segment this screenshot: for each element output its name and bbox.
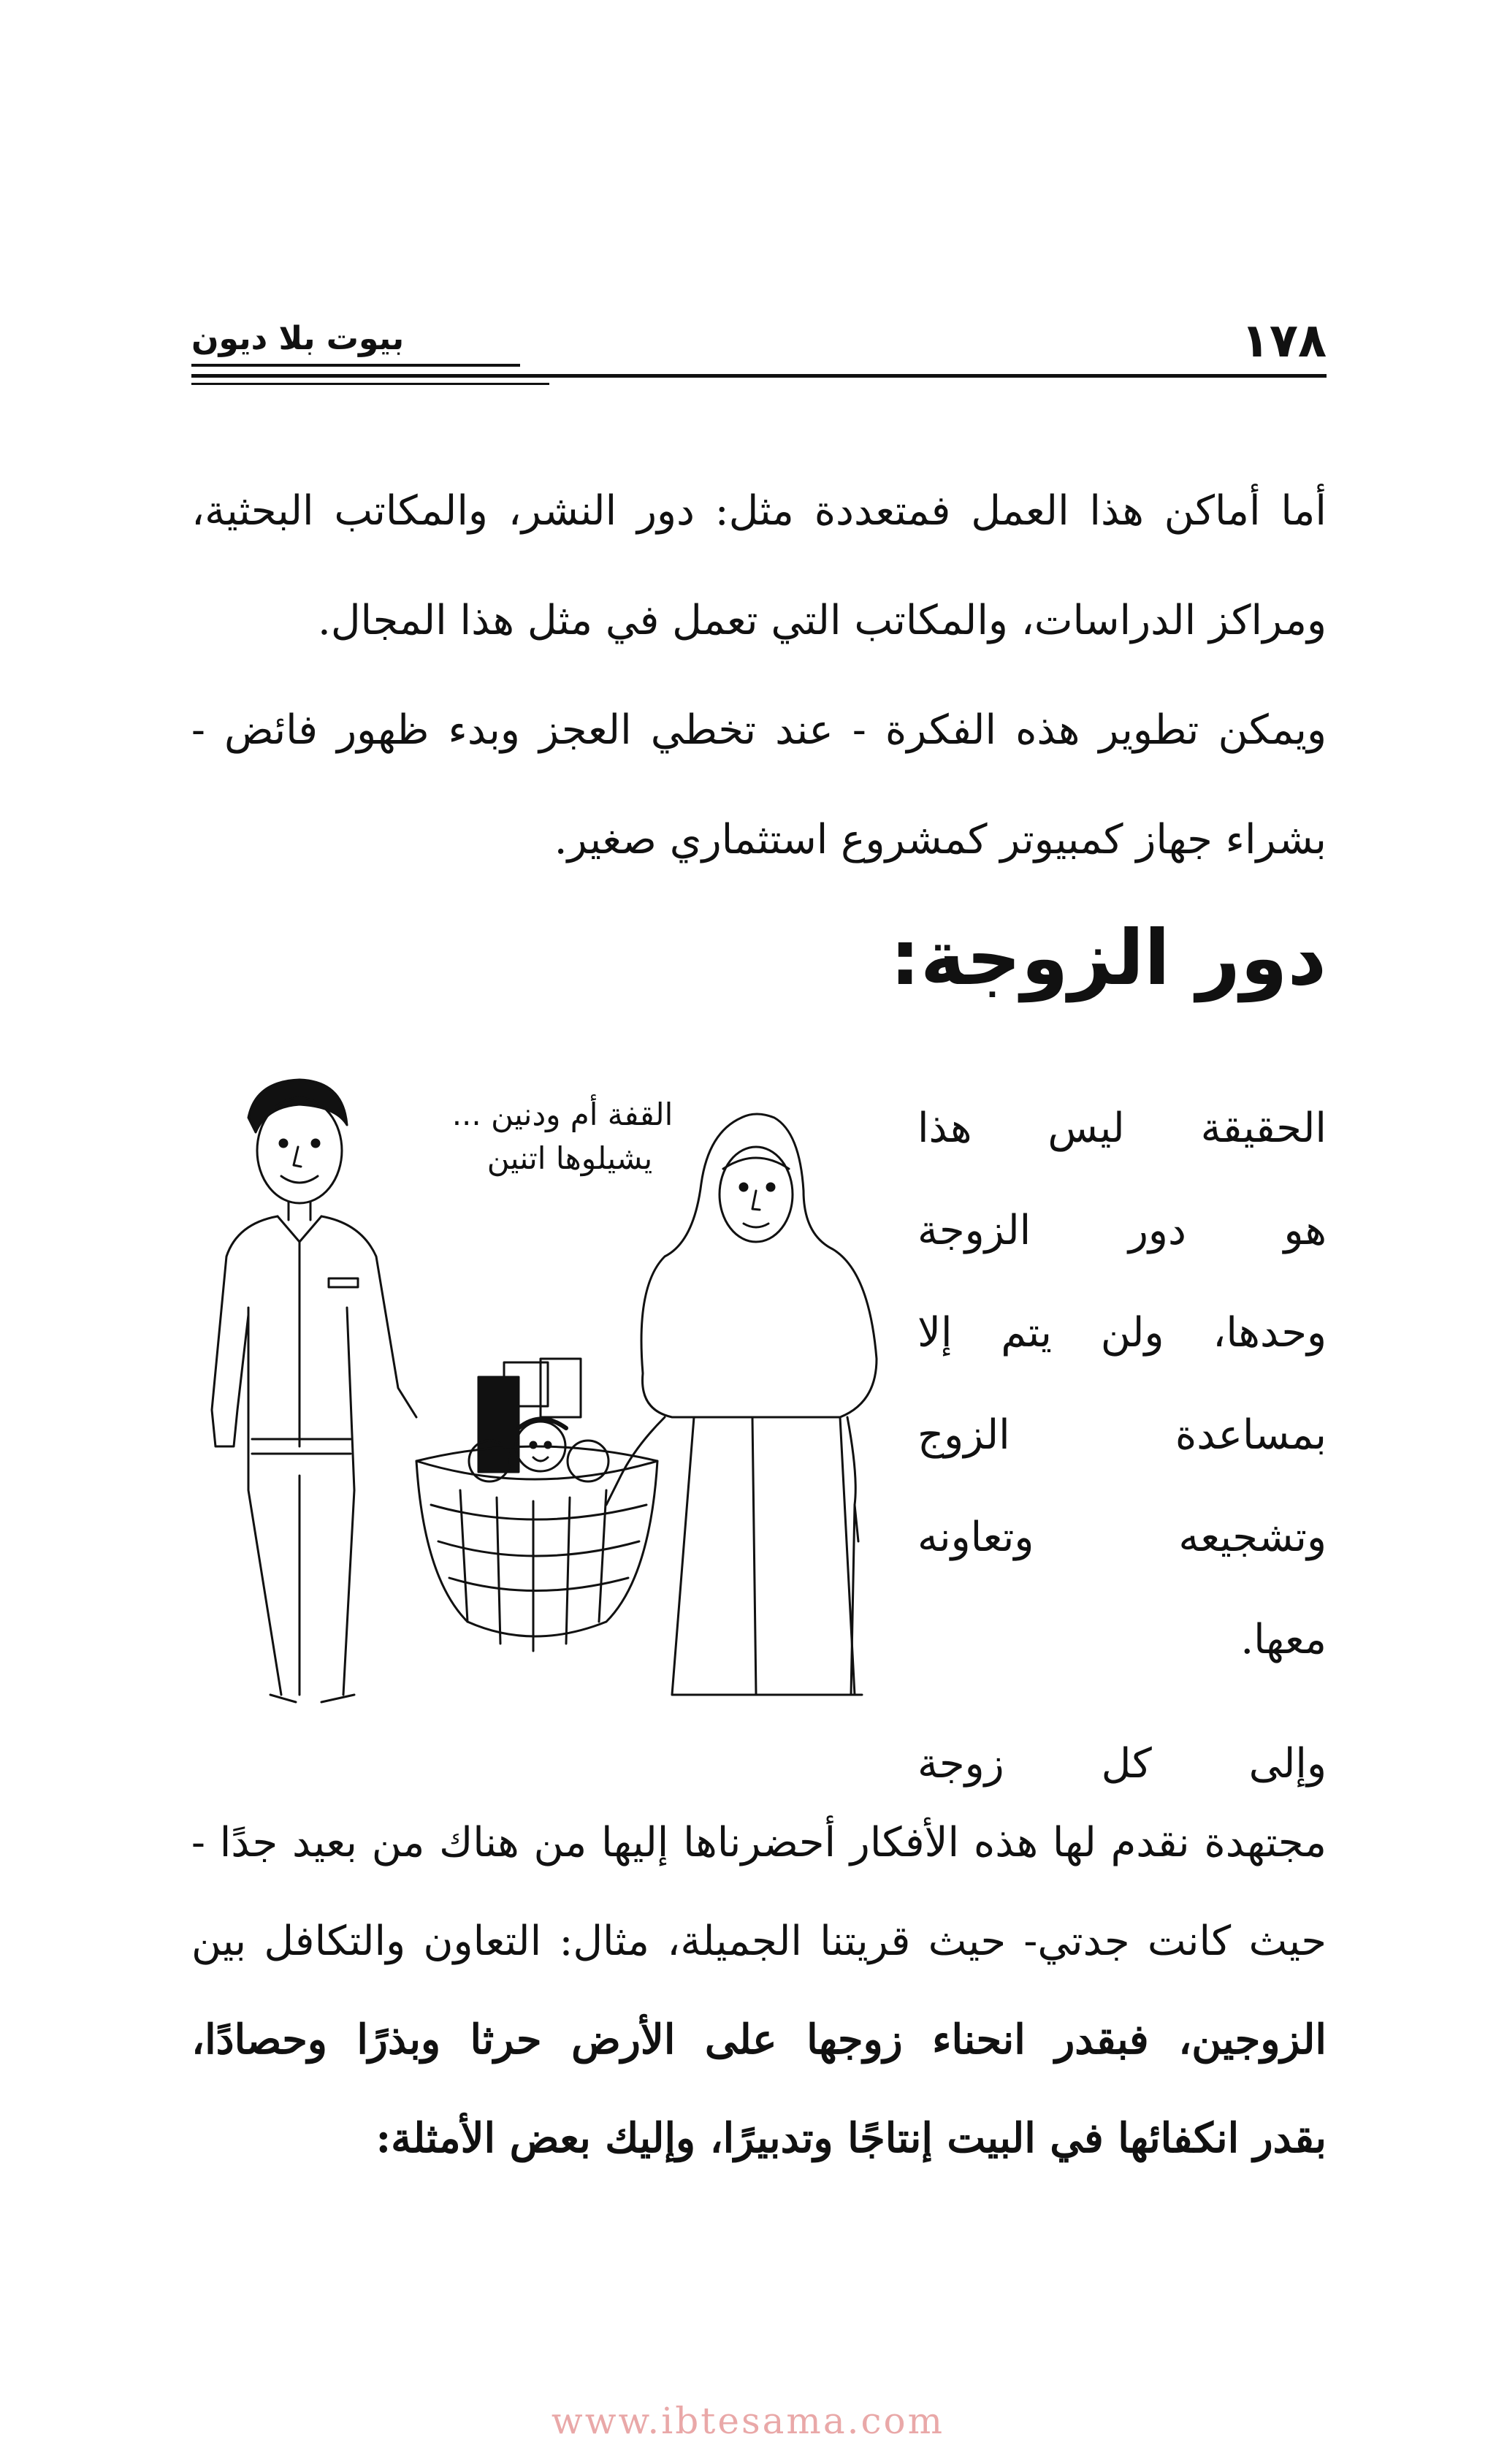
book-title: بيوت بلا ديون [191,320,405,357]
speech-line-1: القفة أم ودنين ... [451,1096,673,1132]
title-underline [191,364,520,367]
column-line: هو دور الزوجة [917,1207,1327,1254]
header-rule [191,374,1327,378]
column-text [917,1077,1327,1691]
paragraph-line: بقدر انكفائها في البيت إنتاجًا وتدبيرًا، وإليك بعض الأمثلة: [375,2114,1327,2162]
paragraph-line: حيث كانت جدتي- حيث قريتنا الجميلة، مثال: التعاون والتكافل بين [191,1918,1327,1965]
page-number: ١٧٨ [1240,314,1327,368]
paragraph-work-places: أما أماكن هذا العمل فمتعددة مثل: دور النشر، والمكاتب البحثية، ومراكز الدراسات، والمكاتب التي تعمل في مثل هذا المجال. [191,487,1327,644]
paragraph-wife-ideas [191,1793,1327,2188]
speech-line-2: يشيلوها اتنين [486,1140,653,1176]
paragraph-line: مجتهدة نقدم لها هذه الأفكار أحضرناها إليها من هناك من بعيد جدًا - [191,1819,1327,1866]
watermark: www.ibtesama.com [551,2400,945,2442]
intro-line: وإلى كل زوجة [917,1740,1327,1788]
basket-figure [416,1359,657,1651]
woman-figure [606,1114,877,1695]
couple-basket-illustration [197,1067,913,1724]
column-line: بمساعدة الزوج [917,1411,1327,1459]
man-figure [212,1080,416,1702]
column-line: معها. [1240,1616,1327,1663]
column-line: وحدها، ولن يتم إلا [917,1309,1327,1357]
column-line: الحقيقة ليس هذا [917,1105,1327,1152]
paragraph-computer-idea: ويمكن تطوير هذه الفكرة - عند تخطي العجز وبدء ظهور فائض - بشراء جهاز كمبيوتر كمشروع استثماري صغير. [191,706,1327,863]
section-heading: دور الزوجة: [890,913,1327,1002]
column-line: وتشجيعه وتعاونه [917,1514,1327,1561]
header-rule-secondary [191,383,549,385]
paragraph-line: الزوجين، فبقدر انحناء زوجها على الأرض حرثا وبذرًا وحصادًا، [191,2015,1327,2064]
